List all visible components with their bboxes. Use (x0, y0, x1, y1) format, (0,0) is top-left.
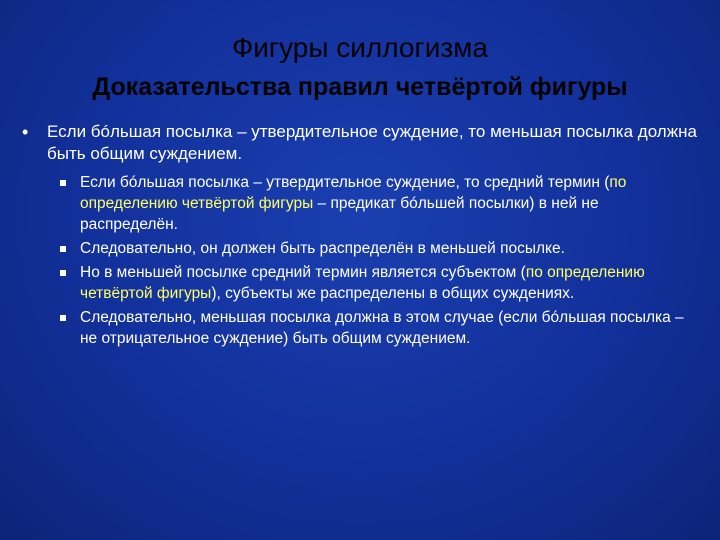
sub-bullet-text-tail: ), субъекты же распределены в общих суждениях. (211, 285, 575, 302)
sub-bullet-item (58, 238, 698, 259)
slide-subtitle: Доказательства правил четвёртой фигуры (92, 73, 628, 101)
bullet-dot-icon: • (22, 122, 29, 142)
sub-bullet-text-tail: – предикат бóльшей посылки) в ней не распределён. (80, 195, 599, 233)
square-bullet-icon (60, 315, 66, 321)
sub-bullet-item (58, 307, 698, 349)
sub-bullet-highlight: по определению четвёртой фигуры (80, 174, 627, 212)
sub-bullet-text: Следовательно, меньшая посылка должна в этом случае (если бóльшая посылка – не отрицательное суждение) быть общим суждением. (80, 309, 684, 347)
sub-bullet-item (58, 172, 698, 235)
sub-bullet-item (58, 262, 698, 304)
sub-bullet-list (58, 172, 698, 352)
square-bullet-icon (60, 270, 66, 276)
square-bullet-icon (60, 180, 66, 186)
slide-title: Фигуры силлогизма (231, 32, 489, 63)
main-bullet-text: Если бóльшая посылка – утвердительное суждение, то меньшая посылка должна быть общим суждением. (47, 122, 697, 163)
sub-bullet-text: Но в меньшей посылке средний термин является субъектом ( (80, 264, 526, 281)
sub-bullet-text: Если бóльшая посылка – утвердительное суждение, то средний термин ( (80, 174, 610, 191)
sub-bullet-text: Следовательно, он должен быть распределён в меньшей посылке. (80, 240, 565, 257)
square-bullet-icon (60, 246, 66, 252)
sub-bullet-highlight: по определению четвёртой фигуры (80, 264, 645, 302)
